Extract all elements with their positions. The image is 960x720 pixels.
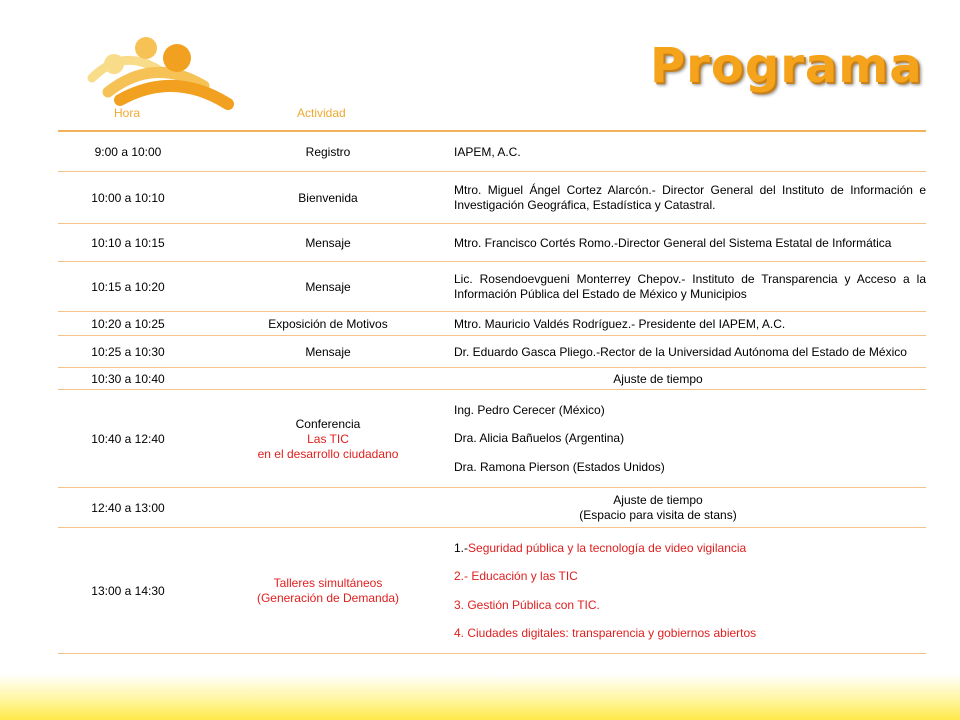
row-actividad [228, 390, 428, 488]
row-hora: 9:00 a 10:00 [94, 145, 162, 159]
taller-line [454, 541, 926, 556]
taller-line [454, 598, 926, 613]
row-detalle: Lic. Rosendoevgueni Monterrey Chepov.- Instituto de Transparencia y Acceso a la Información Pública del Estado de México y Municipios [454, 272, 926, 301]
row-detalle [454, 390, 926, 488]
schedule-row [58, 336, 926, 368]
row-detalle: Mtro. Francisco Cortés Romo.-Director General del Sistema Estatal de Informática [454, 235, 892, 250]
taller-text: 2.- Educación y las TIC [454, 569, 578, 584]
taller-line [454, 569, 926, 584]
row-actividad: Registro [305, 144, 351, 159]
taller-text: 3. Gestión Pública con TIC. [454, 597, 600, 612]
row-actividad: Mensaje [305, 235, 351, 250]
row-actividad [228, 528, 428, 654]
row-actividad-line: Conferencia [295, 416, 361, 431]
row-detalle: Mtro. Miguel Ángel Cortez Alarcón.- Director General del Instituto de Información e Investigación Geográfica, Estadística y Catastral. [454, 183, 926, 212]
row-actividad-line: en el desarrollo ciudadano [257, 446, 399, 461]
row-detalle: Dr. Eduardo Gasca Pliego.-Rector de la Universidad Autónoma del Estado de México [454, 344, 907, 359]
speaker-line: Dra. Alicia Bañuelos (Argentina) [454, 431, 625, 446]
schedule-row [58, 172, 926, 224]
speaker-line: Dra. Ramona Pierson (Estados Unidos) [454, 460, 665, 475]
row-divider [58, 653, 926, 654]
schedule-row [58, 368, 926, 390]
page-title: Programa [650, 38, 923, 94]
column-header-actividad: Actividad [297, 106, 346, 120]
row-actividad-line: Las TIC [307, 431, 349, 446]
speaker-line: Ing. Pedro Cerecer (México) [454, 402, 605, 417]
schedule-row [58, 488, 926, 528]
schedule-row [58, 390, 926, 488]
row-actividad: Bienvenida [298, 190, 358, 205]
row-actividad: Mensaje [305, 279, 351, 294]
people-group-logo-icon [84, 34, 234, 114]
schedule-row [58, 132, 926, 172]
row-span-text: Ajuste de tiempo [613, 493, 703, 507]
schedule-row [58, 312, 926, 336]
taller-text: Seguridad pública y la tecnología de video vigilancia [468, 540, 747, 555]
row-hora: 10:15 a 10:20 [91, 280, 165, 294]
row-hora: 10:00 a 10:10 [91, 191, 165, 205]
row-hora: 10:30 a 10:40 [91, 372, 165, 386]
column-header-hora: Hora [114, 106, 141, 120]
bottom-glow [0, 674, 960, 720]
row-detalle: IAPEM, A.C. [454, 144, 521, 159]
row-actividad: Exposición de Motivos [268, 316, 388, 331]
row-detalle: Mtro. Mauricio Valdés Rodríguez.- Presidente del IAPEM, A.C. [454, 316, 786, 331]
row-hora: 10:20 a 10:25 [91, 317, 165, 331]
schedule-row [58, 224, 926, 262]
row-hora: 10:40 a 12:40 [91, 432, 165, 446]
row-span-text: Ajuste de tiempo [613, 371, 703, 386]
row-hora: 13:00 a 14:30 [91, 584, 165, 598]
taller-prefix: 1.- [454, 540, 469, 555]
row-actividad-line: Talleres simultáneos [273, 576, 383, 590]
taller-line [454, 626, 926, 641]
row-span [228, 488, 926, 528]
row-span-text: (Espacio para visita de stans) [579, 508, 737, 522]
row-span [228, 368, 926, 390]
row-hora: 12:40 a 13:00 [91, 501, 165, 515]
row-detalle [454, 528, 926, 654]
schedule-row [58, 528, 926, 654]
taller-text: 4. Ciudades digitales: transparencia y gobiernos abiertos [454, 626, 757, 641]
row-actividad: Mensaje [305, 344, 351, 359]
row-hora: 10:25 a 10:30 [91, 345, 165, 359]
schedule-row [58, 262, 926, 312]
row-hora: 10:10 a 10:15 [91, 236, 165, 250]
row-actividad-line: (Generación de Demanda) [256, 591, 400, 605]
